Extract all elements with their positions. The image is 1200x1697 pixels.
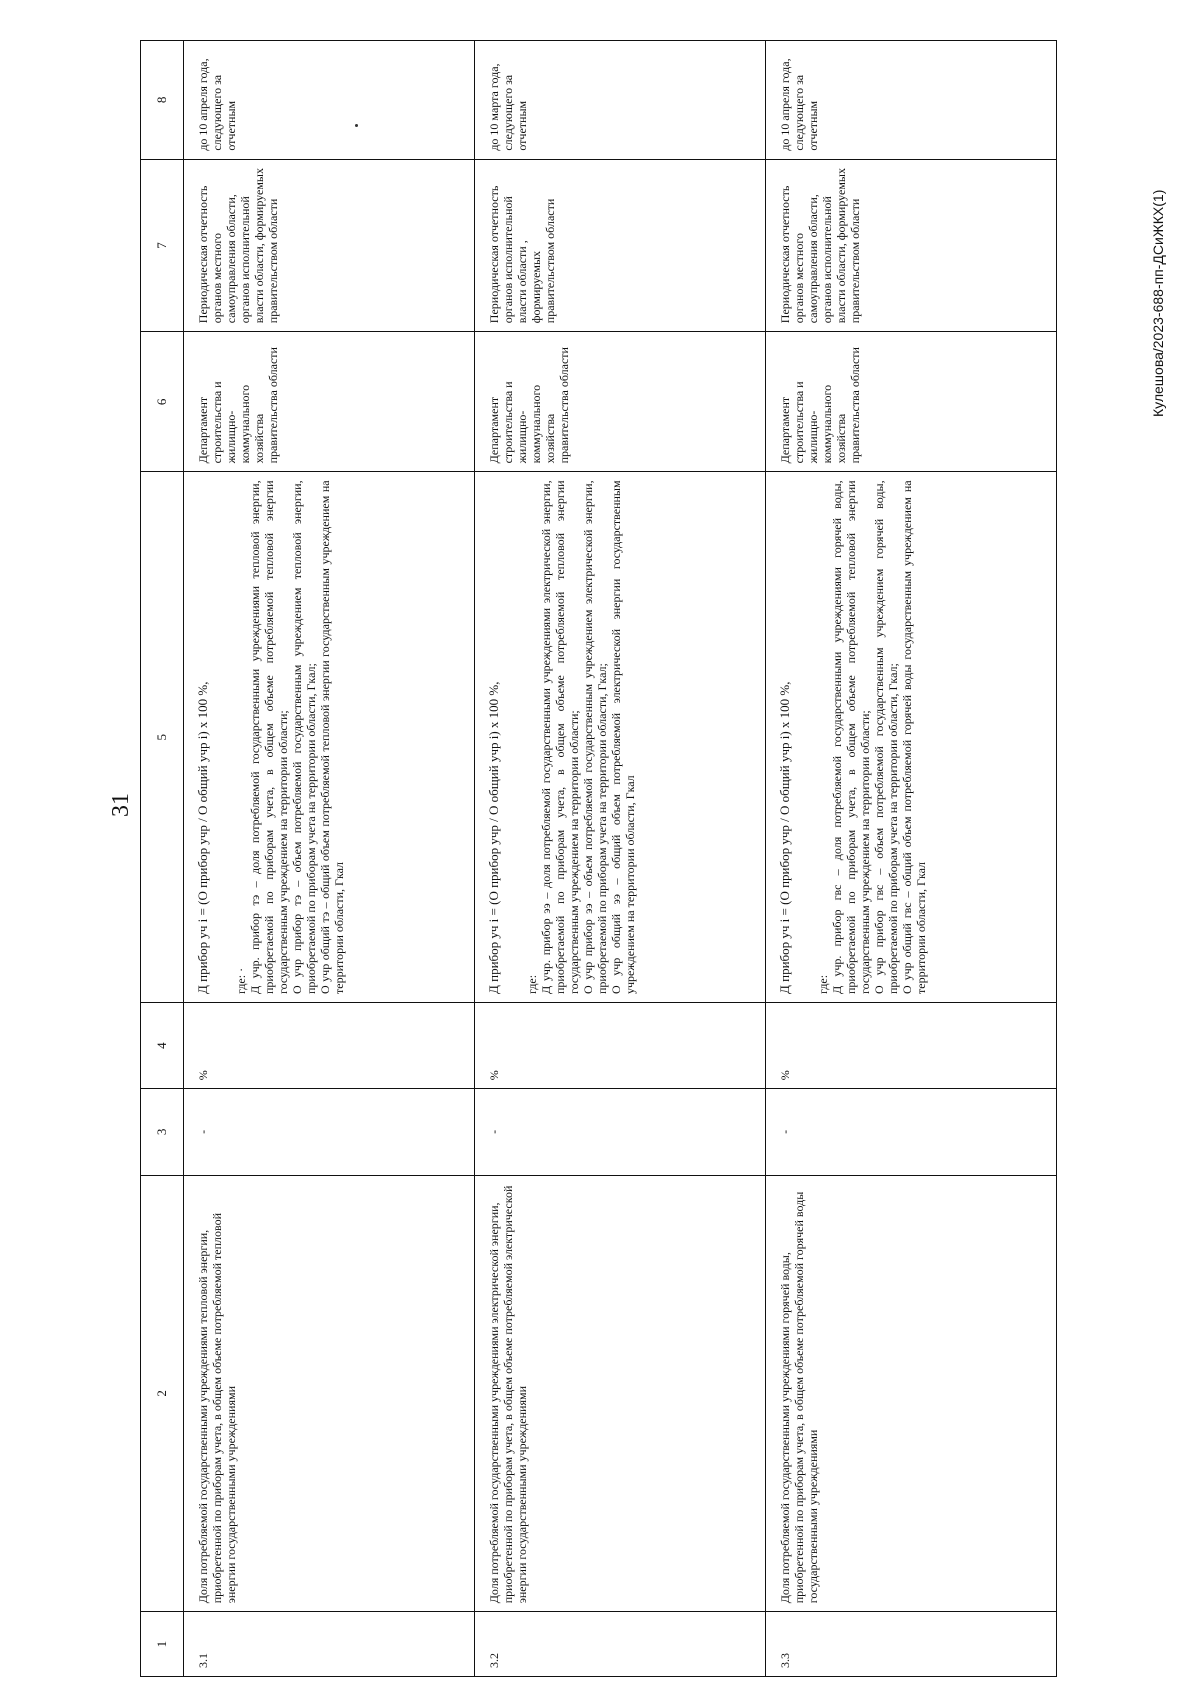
definition: О учр общий тэ – общий объем потребляемой тепловой энергии государственным учреждением на территории области, Гкал [318, 480, 346, 994]
where-label: где: · [234, 967, 248, 994]
definition: О учр общий ээ – общий объем потребляемой электрической энергии государственным учреждением на территории области, Гкал [609, 480, 637, 994]
formula: Д прибор уч i = (О прибор учр / О общий учр i) x 100 %, [195, 681, 210, 994]
column-number-row [141, 41, 184, 1677]
row-number: 3.2 [475, 1612, 766, 1677]
table-row [184, 41, 475, 1677]
unit: % [475, 1003, 766, 1089]
table-row [475, 41, 766, 1677]
unit: % [766, 1003, 1057, 1089]
indicator-name: Доля потребляемой государственными учреждениями тепловой энергии, приобретенной по приборам учета, в общем объеме потребляемой тепловой энергии государственными учреждениями [184, 1175, 475, 1612]
column-number: 2 [141, 1175, 184, 1612]
where-label: где: [816, 974, 830, 994]
data-source: Периодическая отчетность органов местного самоуправления области, органов исполнительной власти области, формируемых правительством области [184, 159, 475, 332]
column-number: 7 [141, 159, 184, 332]
column-number: 3 [141, 1089, 184, 1175]
definition: О учр прибор гвс – объем потребляемой государственным учреждением горячей воды, приобретаемой по приборам учета на территории области, Гкал; [872, 480, 900, 994]
column-number: 1 [141, 1612, 184, 1677]
data-source: Периодическая отчетность органов исполнительной власти области , формируемых правительством области [475, 159, 766, 332]
formula: Д прибор уч i = (О прибор учр / О общий учр i) x 100 %, [486, 681, 501, 994]
unit: % [184, 1003, 475, 1089]
row-number: 3.1 [184, 1612, 475, 1677]
base-value: - [766, 1089, 1057, 1175]
responsible-executor: Департамент строительства и жилищно-коммунального хозяйства правительства области [766, 332, 1057, 472]
deadline: до 10 марта года, следующего за отчетным [475, 41, 766, 160]
base-value: - [184, 1089, 475, 1175]
table-row [766, 41, 1057, 1677]
where-label: где: [525, 974, 539, 994]
responsible-executor: Департамент строительства и жилищно-коммунального хозяйства правительства области [184, 332, 475, 472]
definition: О учр общий гвс – общий объем потребляемой горячей воды государственным учреждением на территории области, Гкал [900, 480, 928, 994]
calculation-method [475, 472, 766, 1003]
column-number: 6 [141, 332, 184, 472]
definition: Д учр. прибор гвс – доля потребляемой государственными учреждениями горячей воды, приобретаемой по приборам учета, в общем объеме потребляемой тепловой энергии государственным учреждением на территории области; [830, 480, 872, 994]
responsible-executor: Департамент строительства и жилищно-коммунального хозяйства правительства области [475, 332, 766, 472]
definition: Д учр. прибор ээ – доля потребляемой государственными учреждениями электрической энергии, приобретаемой по приборам учета, в общем объеме потребляемой тепловой энергии государственным учреждением на территории области; [539, 480, 581, 994]
document-code: Кулешова/2023-688-пп-ДСиЖКХ(1) [1150, 189, 1166, 417]
indicator-name: Доля потребляемой государственными учреждениями электрической энергии, приобретенной по приборам учета, в общем объеме потребляемой электрической энергии государственными учреждениями [475, 1175, 766, 1612]
deadline: до 10 апреля года, следующего за отчетным [766, 41, 1057, 160]
column-number: 5 [141, 472, 184, 1003]
column-number: 4 [141, 1003, 184, 1089]
formula: Д прибор уч i = (О прибор учр / О общий учр i) x 100 %, [777, 681, 792, 994]
definition: О учр прибор тэ – объем потребляемой государственным учреждением тепловой энергии, приобретаемой по приборам учета на территории области, Гкал; [290, 480, 318, 994]
definition: Д учр. прибор тэ – доля потребляемой государственными учреждениями тепловой энергии, приобретаемой по приборам учета, в общем объеме потребляемой тепловой энергии государственным учреждением на территории области; [248, 480, 290, 994]
calculation-method [184, 472, 475, 1003]
definition: О учр прибор ээ – объем потребляемой государственным учреждением электрической энергии, приобретаемой по приборам учета на территории области, Гкал; [581, 480, 609, 994]
base-value: - [475, 1089, 766, 1175]
row-number: 3.3 [766, 1612, 1057, 1677]
calculation-method [766, 472, 1057, 1003]
deadline: до 10 апреля года, следующего за отчетным [184, 41, 475, 160]
column-number: 8 [141, 41, 184, 160]
data-source: Периодическая отчетность органов местного самоуправления области, органов исполнительной власти области, формируемых правительством области [766, 159, 1057, 332]
page-number: 31 [108, 793, 134, 817]
indicators-table [140, 40, 1057, 1677]
indicator-name: Доля потребляемой государственными учреждениями горячей воды, приобретенной по приборам учета, в общем объеме потребляемой горячей воды государственными учреждениями [766, 1175, 1057, 1612]
